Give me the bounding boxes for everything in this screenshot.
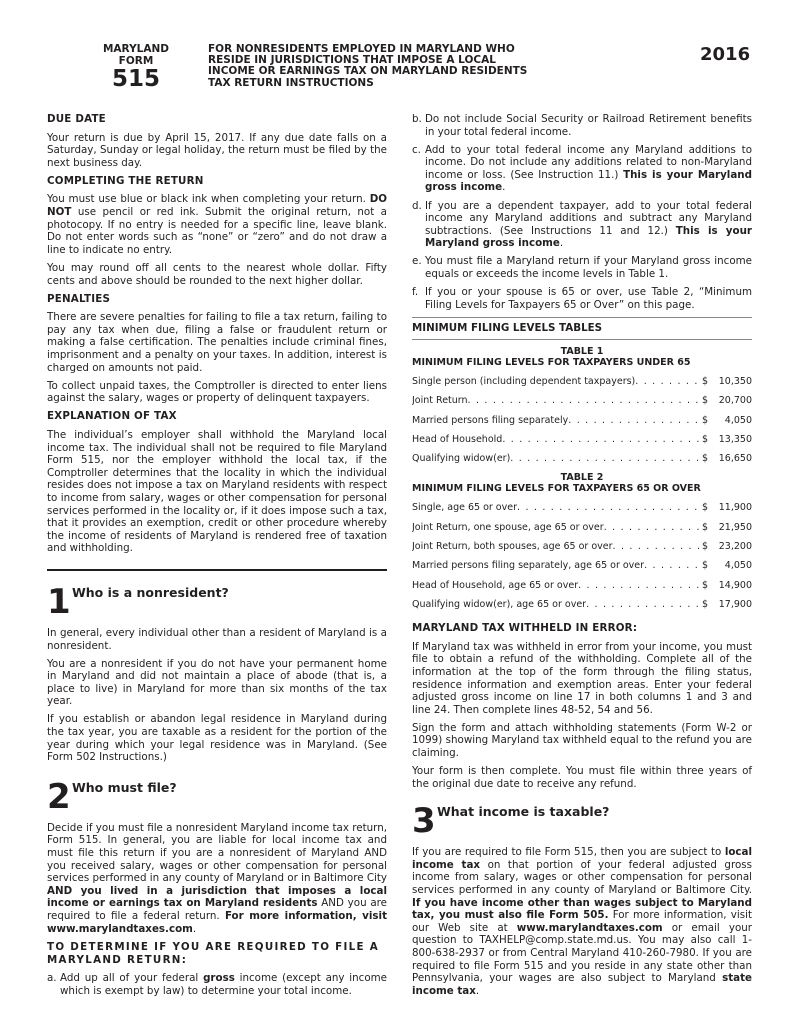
row-label: Single person (including dependent taxpayers) [412,375,636,387]
section-number: 2 [47,776,71,817]
table-1 [412,372,752,468]
left-column [47,113,387,1003]
table-row [412,518,752,537]
text-run: AND you are required to file a federal return. [47,897,387,922]
state-label: MARYLAND [102,43,169,55]
list-item [412,286,752,311]
section-2-text [47,822,387,935]
form-number: 515 [111,66,160,93]
currency-symbol: $ [702,579,709,591]
completing-text-2: You may round off all cents to the nearest whole dollar. Fifty cents and above should be rounded to the next higher dollar. [47,261,387,287]
section-3-text [412,846,752,997]
section-2-header [47,776,387,817]
title-line: INCOME OR EARNINGS TAX ON MARYLAND RESIDENTS [208,65,528,78]
bold-run: AND you lived in a jurisdiction that imposes a local income or earnings tax on Maryland residents [47,884,387,910]
withheld-text-2: Sign the form and attach withholding statements (Form W-2 or 1099) showing Maryland tax withheld equal to the refund you are claiming. [412,721,752,760]
withheld-text-3: Your form is then complete. You must file within three years of the original due date to receive any refund. [412,765,752,790]
currency-symbol: $ [702,395,709,407]
leader-dots [517,498,702,517]
leader-dots [613,537,702,556]
text-run: . [559,237,564,250]
leader-dots [586,595,702,614]
list-item [412,113,752,138]
text-run: If you are required to file Form 515, then you are subject to [412,846,725,859]
section-title: Who must file? [72,779,177,795]
leader-dots [578,576,702,595]
bold-run: DO NOT [47,193,387,219]
withheld-text-1: If Maryland tax was withheld in error from your income, you must file to obtain a refund of the withholding. Complete all of the information at the top of the form through the filing status, residence information and exemption areas. Enter your federal adjusted gross income on line 17 in both columns 1 and 3 and line 24. Then complete lines 48-52, 54 and 56. [412,640,752,716]
currency-symbol: $ [702,453,709,465]
row-label: Qualifying widow(er), age 65 or over [412,598,587,610]
row-amount: 20,700 [718,395,752,407]
list-item [47,972,387,997]
list-marker: b. [412,113,422,125]
row-label: Head of Household, age 65 or over [412,579,579,591]
row-amount: 10,350 [718,375,752,387]
row-label: Single, age 65 or over [412,502,517,514]
row-label: Married persons filing separately, age 65 or over [412,560,645,572]
bold-run: If you have income other than wages subject to Maryland tax, you must also file Form 505. [412,896,752,922]
text-run: Add to your total federal income any Maryland additions to income. Do not include any additions related to non-Maryland income or loss. (See Instruction 11.) [425,143,752,181]
completing-heading: COMPLETING THE RETURN [47,174,204,187]
table-row [412,537,752,556]
leader-dots [568,411,702,430]
right-column [412,113,752,1003]
bold-run: This is your Maryland gross income [425,224,752,250]
table-row [412,576,752,595]
section-number: 3 [412,801,436,842]
text-run: use pencil or red ink. Submit the original return, not a photocopy. If no entry is needed for a specific line, leave blank. Do not enter words such as “none” or “zero” and do not draw a line to indicate no entry. [47,206,387,256]
text-run: You must file a Maryland return if your Maryland gross income equals or exceeds the income levels in Table 1. [425,255,752,281]
row-amount: 11,900 [718,502,752,514]
penalties-text-1: There are severe penalties for failing to file a tax return, failing to pay any tax when due, filing a false or fraudulent return or making a false certification. The penalties include criminal fines, imprisonment and a penalty on your taxes. In addition, interest is charged on amounts not paid. [47,311,387,374]
form-id-block [96,44,176,91]
row-label: Joint Return, one spouse, age 65 or over [412,521,604,533]
text-run: income (except any income which is exempt by law) to determine your total income. [60,972,387,997]
section-title: Who is a nonresident? [72,584,229,600]
text-run: Do not include Social Security or Railroad Retirement benefits in your total federal income. [425,113,752,138]
row-label: Joint Return, both spouses, age 65 or over [412,540,613,552]
website-link[interactable]: www.marylandtaxes.com [516,921,663,934]
list-marker: d. [412,199,422,212]
text-run: or email your question to TAXHELP@comp.state.md.us. You may also call 1-800-638-2937 or from Central Maryland 410-260-7980. If you are required to file Form 515 and you reside in any state other than Pennsylvania, your wages are also subject to Maryland [412,921,752,985]
bold-run: state income tax [412,972,752,997]
table-row [412,449,752,468]
due-date-heading: DUE DATE [47,113,106,125]
title-line: TAX RETURN INSTRUCTIONS [208,76,374,89]
text-run: . [502,181,506,194]
list-marker: a. [47,972,57,985]
website-link[interactable]: For more information, visit www.marylandtaxes.com [47,910,387,935]
section-divider [47,569,387,571]
row-amount: 4,050 [724,414,752,426]
tax-year: 2016 [700,44,751,65]
determine-heading: TO DETERMINE IF YOU ARE REQUIRED TO FILE A MARYLAND RETURN: [47,941,379,966]
document-title [208,44,588,89]
text-run: on that portion of your federal adjusted gross income from salary, wages or other compensation for personal services performed in any county of Maryland or Baltimore City. [412,858,752,897]
table-row [412,411,752,430]
table-2-subtitle: MINIMUM FILING LEVELS FOR TAXPAYERS 65 OR OVER [412,483,701,495]
list-item [412,144,752,194]
table-row [412,430,752,449]
section-number: 1 [47,581,71,622]
bold-run: This is your Maryland gross income [425,168,752,194]
withheld-heading: MARYLAND TAX WITHHELD IN ERROR: [412,622,638,635]
tables-heading: MINIMUM FILING LEVELS TABLES [412,317,752,340]
section-1-text-1: In general, every individual other than a resident of Maryland is a nonresident. [47,626,387,652]
section-3-header [412,801,752,842]
list-marker: f. [412,286,419,299]
row-label: Head of Household [412,433,503,445]
leader-dots [635,372,702,391]
leader-dots [644,556,702,575]
section-1-text-3: If you establish or abandon legal residence in Maryland during the tax year, you are taxable as a resident for the portion of the year during which your legal residence was in Maryland. (See Form 502 Instructions.) [47,713,387,764]
table-1-title: TABLE 1 [560,345,604,357]
text-run: Decide if you must file a nonresident Maryland income tax return, Form 515. In general, you are liable for local income tax and must file this return if you are a nonresident of Maryland AND you received salary, wages or other compensation for personal services performed in any county of Maryland or in Baltimore City [47,821,388,885]
section-1-header [47,581,387,622]
text-run: . [475,984,480,997]
table-row [412,391,752,410]
currency-symbol: $ [702,502,709,514]
bold-run: gross [203,972,235,985]
row-amount: 14,900 [718,579,752,591]
form-label: FORM [118,54,154,67]
list-item [412,200,752,250]
title-line: FOR NONRESIDENTS EMPLOYED IN MARYLAND WHO [208,43,515,55]
currency-symbol: $ [702,521,709,533]
list-marker: e. [412,255,422,268]
row-label: Joint Return [412,395,468,407]
section-1-text-2: You are a nonresident if you do not have your permanent home in Maryland and did not maintain a place of abode (that is, a place to live) in Maryland for more than six months of the tax year. [47,657,387,708]
currency-symbol: $ [702,540,709,552]
bold-run: local income tax [412,846,752,871]
text-run: If you are a dependent taxpayer, add to your total federal income any Maryland additions and subtract any Maryland subtractions. (See Instructions 11 and 12.) [425,199,752,237]
table-2-title: TABLE 2 [560,472,604,484]
leader-dots [502,430,702,449]
due-date-text: Your return is due by April 15, 2017. If any due date falls on a Saturday, Sunday or legal holiday, the return must be filed by the next business day. [47,131,387,169]
row-amount: 13,350 [718,433,752,445]
table-row [412,595,752,614]
table-row [412,556,752,575]
currency-symbol: $ [702,598,709,610]
currency-symbol: $ [702,560,709,572]
title-line: RESIDE IN JURISDICTIONS THAT IMPOSE A LOCAL [208,54,496,67]
row-amount: 21,950 [718,521,752,533]
table-row [412,372,752,391]
leader-dots [604,518,702,537]
text-run: You must use blue or black ink when completing your return. [47,193,370,206]
explanation-text: The individual’s employer shall withhold the Maryland local income tax. The individual shall not be required to file Maryland Form 515, nor the employer withhold the local tax, if the Comptroller determines that the locality in which the individual resides does not impose a tax on Maryland residents with respect to income from salary, wages or other compensation for personal services performed in the locality or, if it does impose such a tax, that it provides an exemption, credit or other procedure whereby the income of residents of Maryland is rendered free of taxation and withholding. [47,428,387,555]
currency-symbol: $ [702,375,709,387]
text-run: If you or your spouse is 65 or over, use Table 2, “Minimum Filing Levels for Taxpayers 65 or Over” on this page. [425,286,752,311]
list-item [412,255,752,280]
table-row [412,498,752,517]
row-label: Qualifying widow(er) [412,453,511,465]
table-1-subtitle: MINIMUM FILING LEVELS FOR TAXPAYERS UNDER 65 [412,356,691,368]
text-run: Add up all of your federal [60,972,204,985]
list-marker: c. [412,143,421,156]
row-amount: 17,900 [718,598,752,610]
penalties-heading: PENALTIES [47,292,111,305]
table-2 [412,498,752,614]
row-amount: 16,650 [718,453,752,465]
filing-steps-list [47,972,387,997]
section-title: What income is taxable? [437,804,610,820]
currency-symbol: $ [702,433,709,445]
row-amount: 23,200 [718,540,752,552]
text-run: . [192,922,197,935]
row-amount: 4,050 [724,560,752,572]
leader-dots [510,449,702,468]
row-label: Married persons filing separately [412,414,569,426]
leader-dots [468,391,702,410]
currency-symbol: $ [702,414,709,426]
filing-steps-list-cont [412,113,752,311]
text-run: For more information, visit our Web site at [412,909,753,934]
penalties-text-2: To collect unpaid taxes, the Comptroller is directed to enter liens against the salary, wages or property of delinquent taxpayers. [47,379,387,405]
completing-text-1 [47,193,387,256]
explanation-heading: EXPLANATION OF TAX [47,410,177,423]
